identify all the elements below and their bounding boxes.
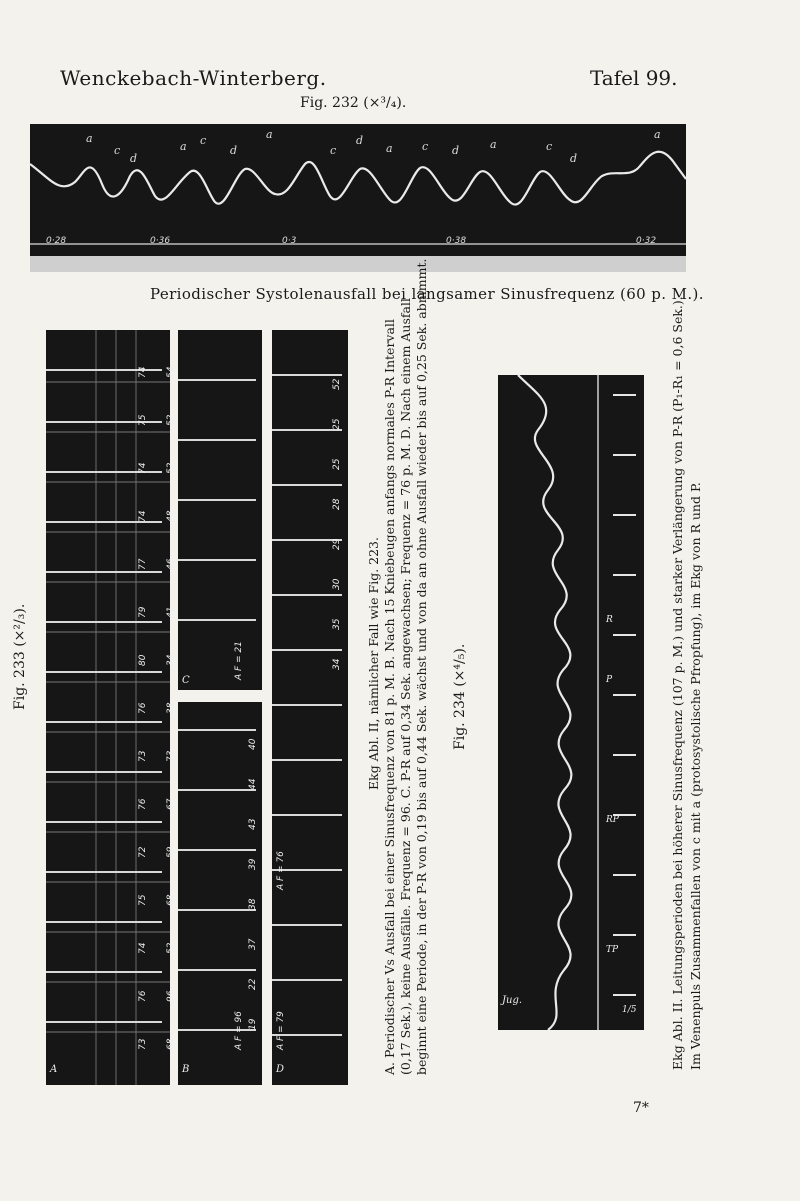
fig232-caption: Periodischer Systolenausfall bei langsamer Sinusfrequenz (60 p. M.).	[150, 285, 704, 303]
fig233-caption-line-1: Ekg Abl. II, nämlicher Fall wie Fig. 223.	[366, 537, 381, 790]
panel-annotation: 28	[332, 498, 342, 510]
fig232-wave-label: c	[330, 144, 337, 157]
fig232-time-5: 0·32	[636, 236, 657, 246]
fig232-wave-label: a	[386, 142, 393, 155]
panel-A-value: 67	[166, 798, 176, 810]
panel-A-value: 74	[138, 942, 148, 954]
fig232-wave-label: a	[266, 128, 273, 141]
panel-A-value: 76	[138, 702, 148, 714]
fig232-wave-label: c	[114, 144, 121, 157]
panel-annotation: 52	[332, 378, 342, 390]
panel-annotation: A F = 79	[276, 1011, 286, 1050]
panel-annotation: 37	[248, 938, 258, 950]
fig233-label: Fig. 233 (×²/₃).	[12, 603, 28, 710]
fig234-trace-label-P: P	[606, 675, 613, 685]
panel-A-value: 75	[138, 894, 148, 906]
panel-annotation: 25	[332, 418, 342, 430]
panel-A-value: 74	[138, 462, 148, 474]
panel-A-value: 52	[166, 414, 176, 426]
fig232-time-2: 0·36	[150, 236, 171, 246]
panel-A-value: 34	[166, 654, 176, 666]
fig232-wave-label: a	[86, 132, 93, 145]
fig233-panel-B-C	[178, 330, 262, 1085]
panel-A-value: 79	[138, 606, 148, 618]
panel-annotation: 38	[248, 898, 258, 910]
fig232-label: Fig. 232 (×³/₄).	[300, 95, 407, 111]
panel-annotation: 29	[332, 538, 342, 550]
fig232-time-4: 0·38	[446, 236, 467, 246]
panel-A-value: 59	[166, 846, 176, 858]
panel-A-value: 73	[138, 750, 148, 762]
fig233-caption-line-4: beginnt eine Periode, in der P-R von 0,19 bis auf 0,44 Sek. wächst und von da an ohne Ausfall wieder bis auf 0,25 Sek. abnimmt.	[414, 258, 429, 1075]
panel-A-label: A	[50, 1064, 58, 1075]
fig233-panel-A	[46, 330, 176, 1085]
panel-annotation: 34	[332, 658, 342, 670]
fig232-wave-label: c	[200, 134, 207, 147]
panel-annotation: 19	[248, 1018, 258, 1030]
panel-A-value: 68	[166, 1038, 176, 1050]
panel-B-label: B	[182, 1064, 190, 1075]
panel-A-value: 52	[166, 942, 176, 954]
panel-A-value: 41	[166, 606, 176, 618]
panel-annotation: 25	[332, 458, 342, 470]
fig232-wave-label: d	[452, 144, 460, 157]
fig234-trace-label-jug: Jug.	[502, 995, 523, 1006]
fig232-venous-pulse-strip	[30, 124, 686, 272]
fig232-wave-label: d	[570, 152, 578, 165]
fig234-trace-label-RP: RP	[606, 815, 619, 825]
fig232-time-1: 0·28	[46, 236, 67, 246]
panel-A-value: 54	[166, 366, 176, 378]
fig234-ecg-venous-strip	[498, 375, 644, 1030]
fig234-trace-label-R: R	[606, 615, 613, 625]
fig232-wave-label: d	[130, 152, 138, 165]
fig232-wave-label: d	[356, 134, 364, 147]
running-header-left: Wenckebach-Winterberg.	[60, 66, 327, 90]
panel-annotation: 43	[248, 818, 258, 830]
panel-A-value: 48	[166, 510, 176, 522]
panel-A-value: 68	[166, 894, 176, 906]
panel-D-label: D	[276, 1064, 285, 1075]
fig232-wave-label: c	[422, 140, 429, 153]
fig232-time-3: 0·3	[282, 236, 297, 246]
fig232-wave-label: d	[230, 144, 238, 157]
panel-annotation: A F = 76	[276, 851, 286, 890]
panel-C-label: C	[182, 675, 190, 686]
panel-annotation: 44	[248, 778, 258, 790]
panel-annotation: 35	[332, 618, 342, 630]
panel-A-value: 76	[138, 990, 148, 1002]
fig234-caption-line-1: Ekg Abl. II. Leitungsperioden bei höherer Sinusfrequenz (107 p. M.) und starker Verlängerung von P-R (P₁-R₁ = 0,6 Sek.).	[670, 296, 685, 1070]
panel-annotation: 40	[248, 738, 258, 750]
plate-number: Tafel 99.	[590, 66, 678, 90]
panel-A-value: 74	[138, 510, 148, 522]
panel-A-value: 96	[166, 990, 176, 1002]
fig232-wave-label: a	[654, 128, 661, 141]
fig234-label: Fig. 234 (×⁴/₅).	[452, 643, 468, 750]
panel-A-value: 52	[166, 462, 176, 474]
fig233-caption-line-2: A. Periodischer Vs Ausfall bei einer Sinusfrequenz von 81 p. M. B. Nach 15 Kniebeugen anfangs normales P-R Intervall	[382, 319, 397, 1075]
fig232-wave-label: a	[180, 140, 187, 153]
panel-annotation: A F = 96	[234, 1011, 244, 1050]
panel-annotation: 39	[248, 858, 258, 870]
panel-A-value: 77	[138, 558, 148, 570]
panel-A-value: 73	[138, 1038, 148, 1050]
panel-A-value: 72	[138, 846, 148, 858]
fig234-scale-label: 1/5	[622, 1005, 637, 1015]
panel-A-value: 76	[138, 798, 148, 810]
fig232-wave-label: a	[490, 138, 497, 151]
fig233-panel-D	[272, 330, 348, 1085]
panel-A-value: 73	[166, 750, 176, 762]
fig234-caption-line-2: Im Venenpuls Zusammenfallen von c mit a (protosystolische Pfropfung), im Ekg von R und P.	[688, 482, 703, 1070]
panel-A-value: 75	[138, 414, 148, 426]
fig232-wave-label: c	[546, 140, 553, 153]
page-number: 7*	[633, 1100, 649, 1116]
fig233-caption-line-3: (0,17 Sek.), keine Ausfälle. Frequenz = 96. C. P-R auf 0,34 Sek. angewachsen; Frequenz = 76 p. M. D. Nach einem Ausfall	[398, 298, 413, 1075]
panel-A-value: 46	[166, 558, 176, 570]
panel-A-value: 80	[138, 654, 148, 666]
panel-annotation: 30	[332, 578, 342, 590]
panel-A-value: 74	[138, 366, 148, 378]
panel-annotation: A F = 21	[234, 641, 244, 680]
panel-annotation: 22	[248, 978, 258, 990]
fig234-trace-label-TP: TP	[606, 945, 619, 955]
panel-A-value: 38	[166, 702, 176, 714]
fig232-time-marks	[30, 256, 686, 272]
